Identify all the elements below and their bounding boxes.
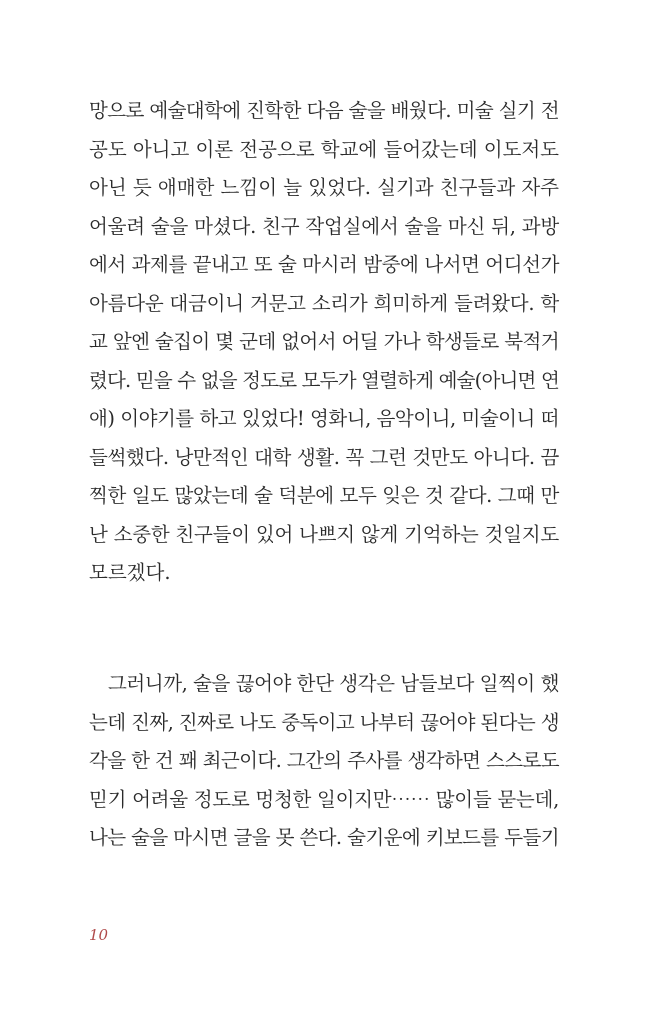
text-line: 아름다운 대금이니 거문고 소리가 희미하게 들려왔다. 학 [89, 291, 559, 315]
text-line: 애) 이야기를 하고 있었다! 영화니, 음악이니, 미술이니 떠 [89, 407, 559, 430]
text-line: 나는 술을 마시면 글을 못 쓴다. 술기운에 키보드를 두들기 [89, 826, 559, 849]
text-line: 찍한 일도 많았는데 술 덕분에 모두 잊은 것 같다. 그때 만 [89, 484, 559, 507]
paragraph-2 [89, 665, 559, 858]
text-line: 교 앞엔 술집이 몇 군데 없어서 어딜 가나 학생들로 북적거 [89, 330, 559, 353]
text-line: 에서 과제를 끝내고 또 술 마시러 밤중에 나서면 어디선가 [89, 253, 559, 276]
text-line: 아닌 듯 애매한 느낌이 늘 있었다. 실기과 친구들과 자주 [89, 176, 559, 199]
text-line: 는데 진짜, 진짜로 나도 중독이고 나부터 끊어야 된다는 생 [89, 710, 559, 734]
text-line-indented: 그러니까, 술을 끊어야 한단 생각은 남들보다 일찍이 했 [108, 672, 559, 695]
page-number: 10 [89, 926, 109, 944]
text-line: 렸다. 믿을 수 없을 정도로 모두가 열렬하게 예술(아니면 연 [89, 368, 559, 392]
text-line: 각을 한 건 꽤 최근이다. 그간의 주사를 생각하면 스스로도 [89, 749, 559, 772]
paragraph-1 [89, 92, 559, 593]
text-line: 믿기 어려울 정도로 멍청한 일이지만⋯⋯ 많이들 묻는데, [89, 787, 559, 811]
text-line: 어울려 술을 마셨다. 친구 작업실에서 술을 마신 뒤, 과방 [89, 214, 559, 238]
text-line: 들썩했다. 낭만적인 대학 생활. 꼭 그런 것만도 아니다. 끔 [89, 445, 559, 469]
text-line: 망으로 예술대학에 진학한 다음 술을 배웠다. 미술 실기 전 [89, 99, 559, 122]
text-line: 공도 아니고 이론 전공으로 학교에 들어갔는데 이도저도 [89, 137, 559, 161]
text-line: 난 소중한 친구들이 있어 나쁘지 않게 기억하는 것일지도 [89, 522, 559, 546]
text-line-last: 모르겠다. [89, 561, 171, 584]
